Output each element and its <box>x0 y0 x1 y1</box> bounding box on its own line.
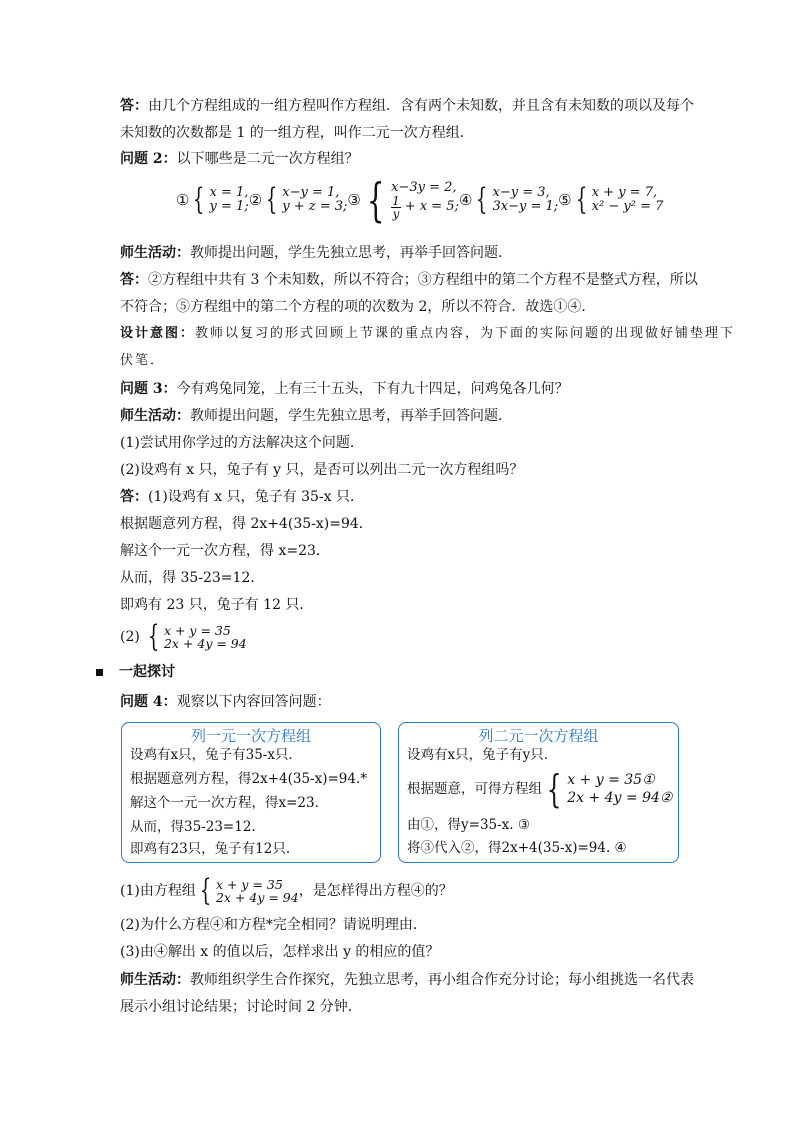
system-mark: ① <box>176 191 190 209</box>
q4-system <box>196 873 299 908</box>
brace: { <box>366 173 385 227</box>
equation-systems-row <box>176 175 663 225</box>
box-line: 解这个一元一次方程，得x=23. <box>130 795 319 811</box>
answer-2-line-2: 不符合；⑤方程组中的第二个方程的项的次数为 2，所以不符合．故选①④． <box>120 299 596 315</box>
activity-label: 师生活动： <box>120 408 190 424</box>
design-label: 设计意图： <box>120 326 196 341</box>
brace: { <box>476 182 488 217</box>
fraction-numerator: 1 <box>392 193 400 208</box>
box-line: 从而，得35-23=12. <box>130 819 256 835</box>
system-3-eq-1: x−3y = 2, <box>391 179 457 195</box>
system-mark: ② <box>248 191 263 209</box>
activity-text: 教师组织学生合作探究，先独立思考，再小组合作充分讨论；每小组挑选一名代表 <box>190 972 694 988</box>
activity-2 <box>120 406 512 426</box>
answer-1-line-2: 未知数的次数都是 1 的一组方程，叫作二元一次方程组． <box>120 125 474 141</box>
section-title: 一起探讨 <box>119 664 175 680</box>
brace: { <box>265 182 278 217</box>
box-system-line <box>407 769 672 809</box>
brace: { <box>575 182 587 217</box>
answer-label: 答： <box>120 98 148 114</box>
question-2 <box>120 149 359 169</box>
system-5-eq-1: x + y = 7, <box>591 185 658 200</box>
system-5-eq-2: x² − y² = 7 <box>591 199 664 214</box>
design-intent-line-1 <box>120 324 735 344</box>
question-label: 问题 2： <box>120 151 177 167</box>
box-line-text: 根据题意，可得方程组 <box>407 781 542 797</box>
answer-3-line-3: 解这个一元一次方程，得 x=23． <box>120 543 330 559</box>
brace: { <box>193 182 205 217</box>
system-5 <box>572 182 664 217</box>
answer-eq-2: 2x + 4y = 94 <box>163 636 247 651</box>
answer-3-line-6 <box>120 619 247 654</box>
box-one-variable <box>121 722 381 863</box>
section-heading <box>96 662 175 682</box>
system-mark: ④ <box>458 191 473 209</box>
answer-eq-1: x + y = 35 <box>163 623 231 638</box>
system-2-eq-2: y + z = 3; <box>282 199 348 214</box>
question-3 <box>120 379 569 399</box>
system-3-eq-2-rest: + x = 5; <box>404 199 459 214</box>
answer-3-line-4: 从而，得 35-23=12． <box>120 570 265 586</box>
question-label: 问题 4： <box>120 694 177 710</box>
activity-text: 教师提出问题，学生先独立思考，再举手回答问题． <box>190 408 512 424</box>
box-eq-1: x + y = 35① <box>567 772 655 788</box>
brace: { <box>199 873 212 908</box>
system-4-eq-1: x−y = 3, <box>492 185 550 200</box>
box-system <box>542 767 673 811</box>
question-3-part-2: (2)设鸡有 x 只，兔子有 y 只，是否可以列出二元一次方程组吗？ <box>120 462 524 478</box>
q4-eq-1: x + y = 35 <box>215 877 283 892</box>
box-line: 即鸡有23只，兔子有12只. <box>130 841 291 857</box>
box-title: 列一元一次方程组 <box>190 727 311 745</box>
system-answer <box>144 619 247 654</box>
question-4-part-2: (2)为什么方程④和方程*完全相同？请说明理由． <box>120 917 427 933</box>
activity-3-line-2: 展示小组讨论结果；讨论时间 2 分钟． <box>120 999 362 1015</box>
question-3-part-1: (1)尝试用你学过的方法解决这个问题． <box>120 435 364 451</box>
brace: { <box>147 619 160 654</box>
box-line: 由①，得y=35-x. ③ <box>407 817 530 833</box>
activity-3-line-1 <box>120 970 694 990</box>
activity-text: 教师提出问题，学生先独立思考，再举手回答问题． <box>190 245 512 261</box>
activity-label: 师生活动： <box>120 245 190 261</box>
box-eq-2: 2x + 4y = 94② <box>567 790 673 806</box>
question-4-part-1 <box>120 873 453 908</box>
part-prefix: (2) <box>120 629 140 645</box>
question-4 <box>120 692 331 712</box>
question-4-part-3: (3)由④解出 x 的值以后，怎样求出 y 的相应的值？ <box>120 944 440 960</box>
q4-eq-2: 2x + 4y = 94 <box>215 890 299 905</box>
box-line: 根据题意列方程，得2x+4(35-x)=94.* <box>130 771 368 787</box>
box-line: 设鸡有x只，兔子有35-x只． <box>130 747 302 763</box>
answer-1-line-1 <box>120 96 694 116</box>
system-3-eq-2 <box>391 195 459 220</box>
answer-3-line-2: 根据题意列方程，得 2x+4(35-x)=94． <box>120 516 373 532</box>
question-text: 今有鸡兔同笼，上有三十五头，下有九十四足，问鸡兔各几何？ <box>176 381 569 397</box>
question-text: 观察以下内容回答问题： <box>176 694 331 710</box>
answer-label: 答： <box>120 489 148 505</box>
answer-text: ②方程组中共有 3 个未知数，所以不符合；③方程组中的第二个方程不是整式方程，所以 <box>148 272 698 288</box>
box-title: 列二元一次方程组 <box>478 727 599 745</box>
brace: { <box>546 767 562 811</box>
system-4-eq-2: 3x−y = 1; <box>492 199 559 214</box>
fraction-denominator: y <box>392 206 400 221</box>
box-line: 将③代入②，得2x+4(35-x)=94. ④ <box>407 840 627 856</box>
system-1-eq-2: y = 1; <box>209 199 249 214</box>
part-prefix: (1)由方程组 <box>120 883 196 899</box>
question-label: 问题 3： <box>120 381 177 397</box>
system-4 <box>472 182 559 217</box>
activity-label: 师生活动： <box>120 972 190 988</box>
part-suffix: ，是怎样得出方程④的？ <box>298 883 453 899</box>
answer-3-line-1 <box>120 487 364 507</box>
system-mark: ⑤ <box>558 191 572 209</box>
answer-3-line-5: 即鸡有 23 只，兔子有 12 只． <box>120 597 314 613</box>
system-2-eq-1: x−y = 1, <box>282 185 340 200</box>
design-text: 教师以复习的形式回顾上节课的重点内容，为下面的实际问题的出现做好铺垫理下 <box>195 326 736 341</box>
design-intent-line-2: 伏笔． <box>120 353 166 368</box>
box-two-variable <box>398 722 679 863</box>
bullet-square-icon <box>96 669 103 676</box>
answer-text: 由几个方程组成的一组方程叫作方程组．含有两个未知数，并且含有未知数的项以及每个 <box>148 98 694 114</box>
answer-label: 答： <box>120 272 148 288</box>
activity-1 <box>120 243 512 263</box>
box-line: 设鸡有x只，兔子有y只． <box>407 747 558 763</box>
question-text: 以下哪些是二元一次方程组？ <box>176 151 359 167</box>
system-1-eq-1: x = 1, <box>209 185 249 200</box>
answer-text: (1)设鸡有 x 只，兔子有 35-x 只． <box>148 489 364 505</box>
system-3 <box>361 173 459 227</box>
answer-2-line-1 <box>120 270 698 290</box>
system-1 <box>189 182 249 217</box>
system-mark: ③ <box>347 191 361 209</box>
system-2 <box>262 182 348 217</box>
